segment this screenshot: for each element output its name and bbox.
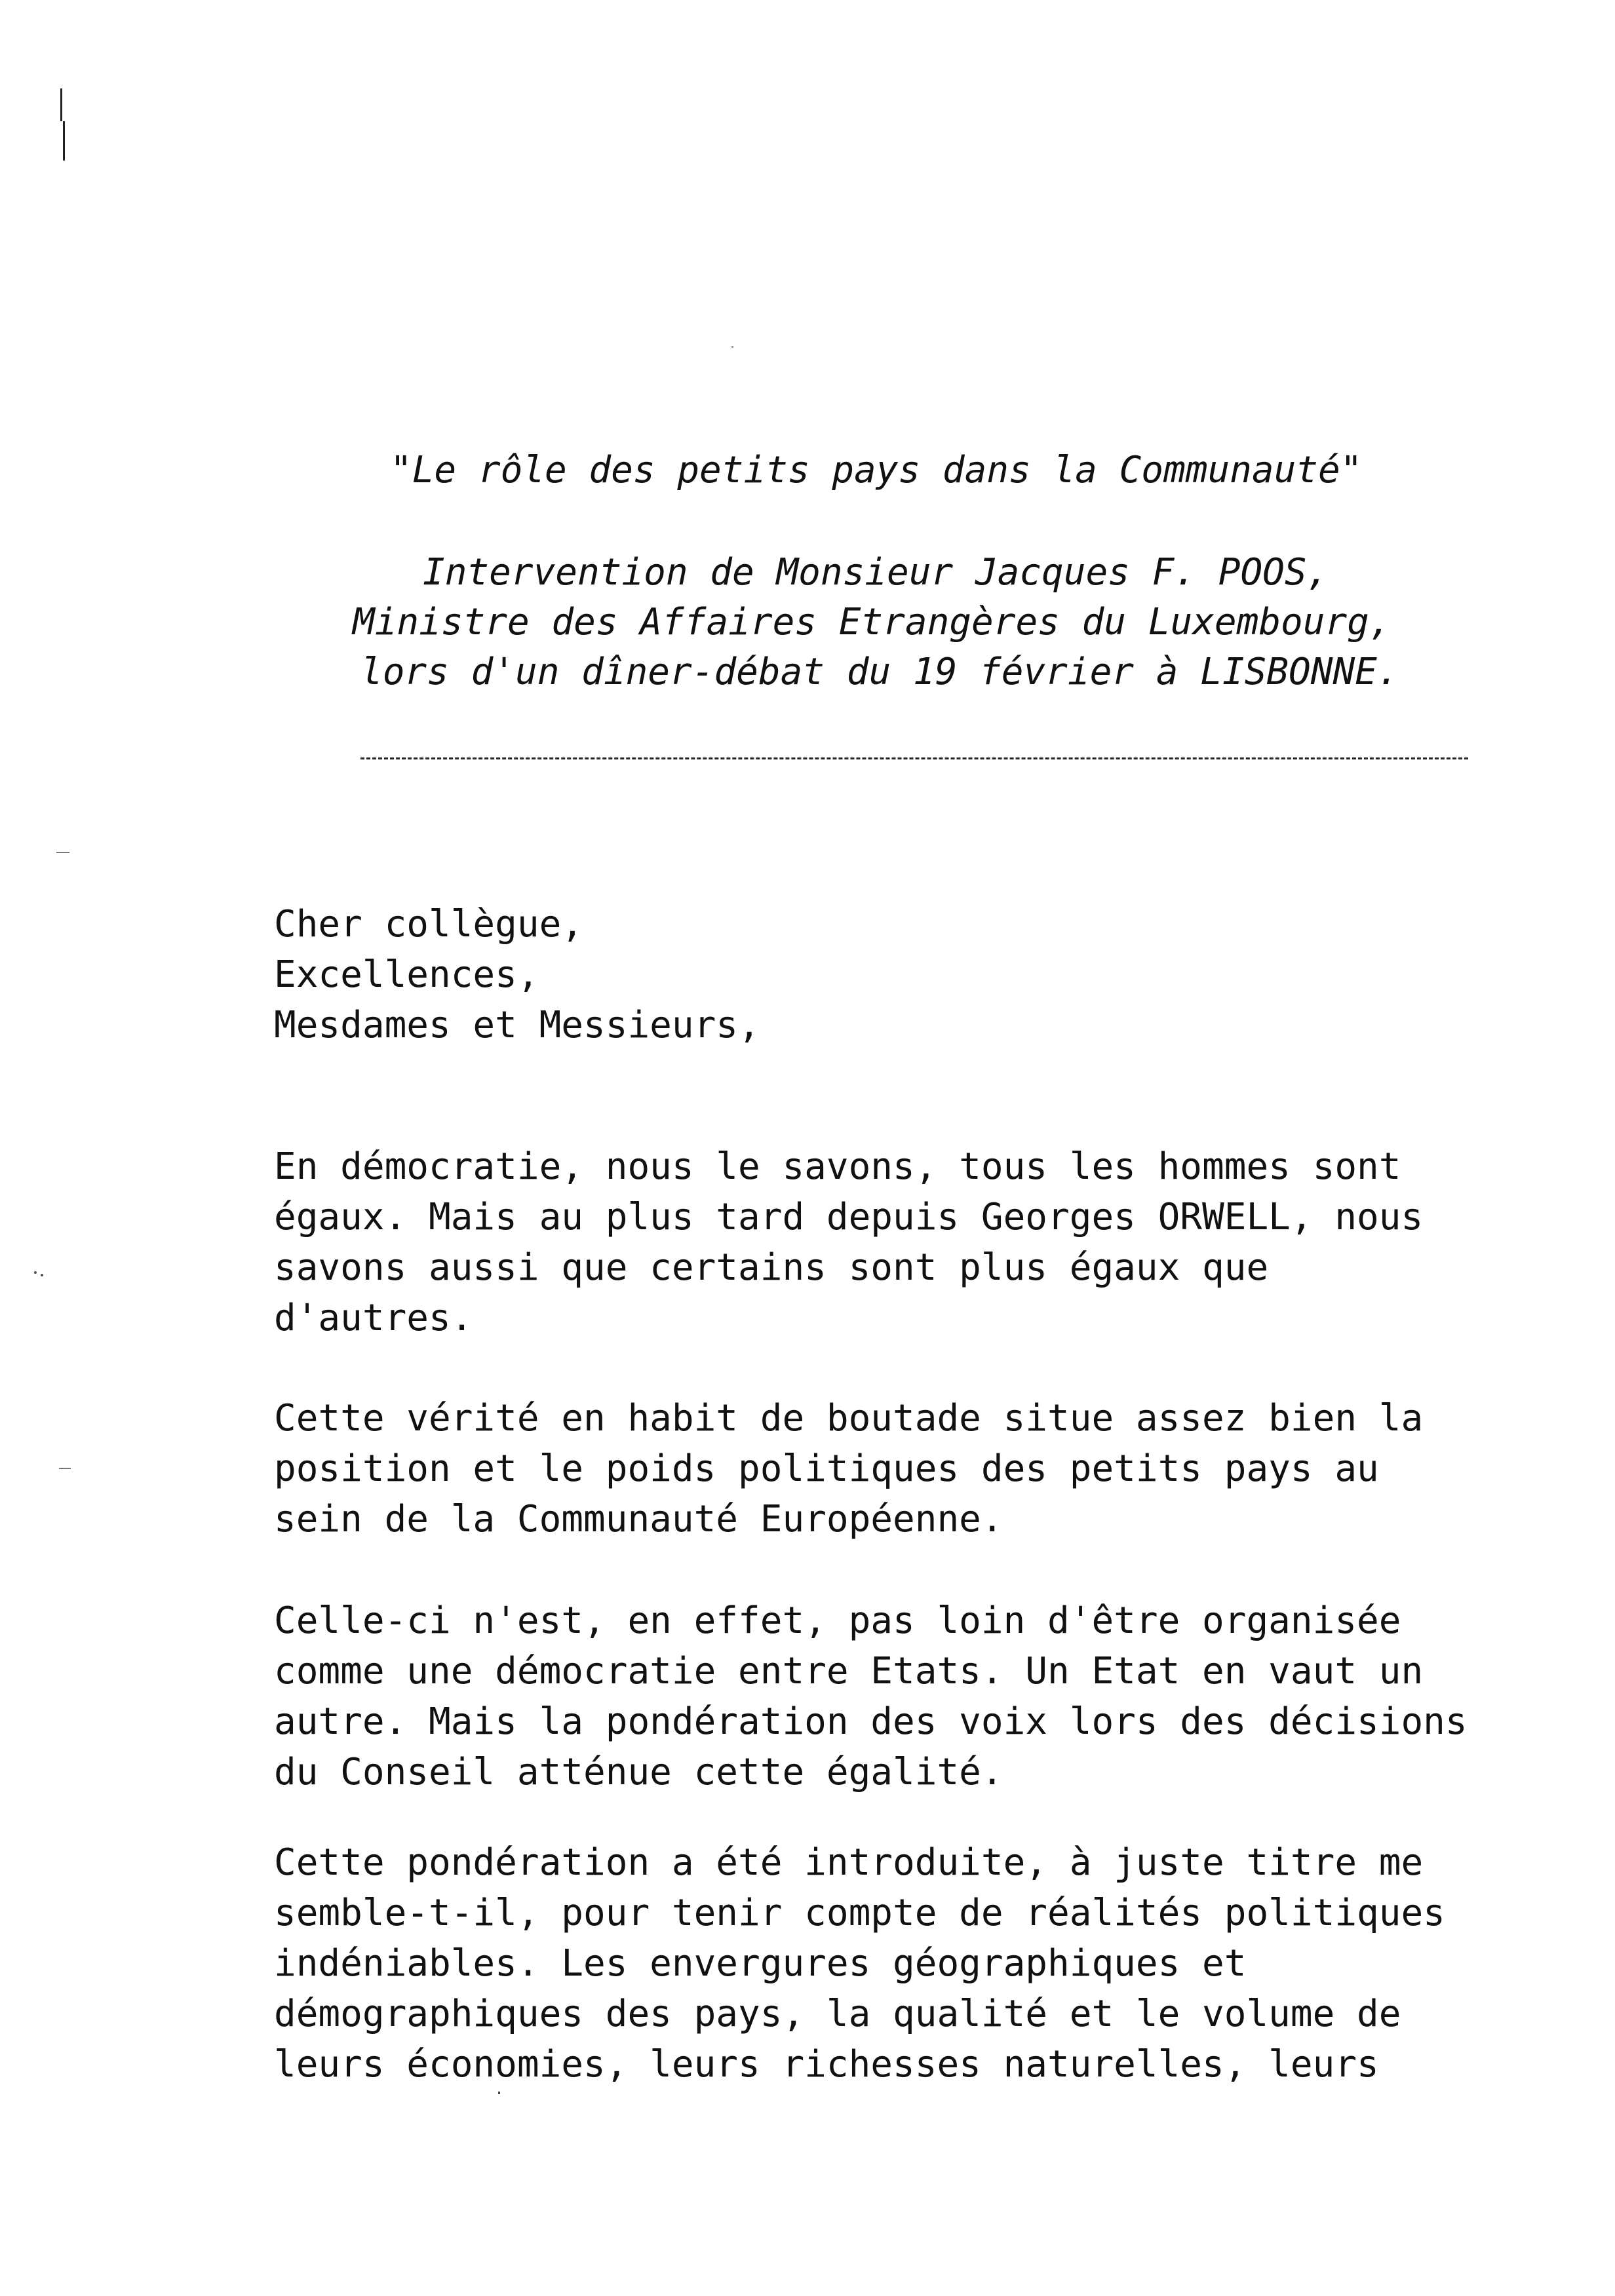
text-line: d'autres. [274,1297,473,1339]
text-line: comme une démocratie entre Etats. Un Etat en vaut un [274,1650,1424,1693]
scan-mark [731,346,733,348]
scan-mark [56,852,69,853]
salutation-line: Cher collègue, [274,903,584,946]
text-line: Cette pondération a été introduite, à juste titre me [274,1841,1424,1884]
scan-mark [59,1468,71,1469]
text-line: leurs économies, leurs richesses naturelles, leurs [274,2043,1379,2086]
salutation-line: Mesdames et Messieurs, [274,1004,760,1046]
text-line: Cette vérité en habit de boutade situe assez bien la [274,1397,1424,1440]
scan-mark [34,1271,37,1274]
scan-mark [63,121,65,161]
text-line: Celle-ci n'est, en effet, pas loin d'être organisée [274,1599,1401,1642]
speech-subtitle-line: lors d'un dîner-débat du 19 février à LISBONNE. [360,651,1399,693]
text-line: indéniables. Les envergures géographiques et [274,1942,1247,1985]
paragraph [274,1141,1572,1343]
paragraph [274,1837,1572,2090]
text-line: savons aussi que certains sont plus égaux que [274,1246,1269,1289]
speech-title: "Le rôle des petits pays dans la Communauté" [390,449,1363,491]
text-line: semble-t-il, pour tenir compte de réalités politiques [274,1892,1445,1934]
speech-header [347,446,1527,744]
speech-subtitle-line: Ministre des Affaires Etrangères du Luxembourg, [353,601,1391,643]
scan-mark [41,1274,43,1276]
speech-subtitle-line: Intervention de Monsieur Jacques F. POOS, [423,551,1329,594]
text-line: En démocratie, nous le savons, tous les hommes sont [274,1145,1401,1188]
scan-mark [60,88,62,121]
salutation [274,899,1572,1050]
text-line: autre. Mais la pondération des voix lors des décisions [274,1700,1468,1743]
text-line: du Conseil atténue cette égalité. [274,1751,1003,1793]
text-line: démographiques des pays, la qualité et le volume de [274,1993,1401,2035]
text-line: égaux. Mais au plus tard depuis Georges ORWELL, nous [274,1196,1424,1238]
paragraph [274,1596,1572,1797]
text-line: position et le poids politiques des petits pays au [274,1447,1379,1490]
dashed-separator [360,757,1468,759]
paragraph [274,1393,1572,1544]
scan-mark [498,2092,500,2094]
text-line: sein de la Communauté Européenne. [274,1498,1003,1540]
salutation-line: Excellences, [274,953,539,996]
